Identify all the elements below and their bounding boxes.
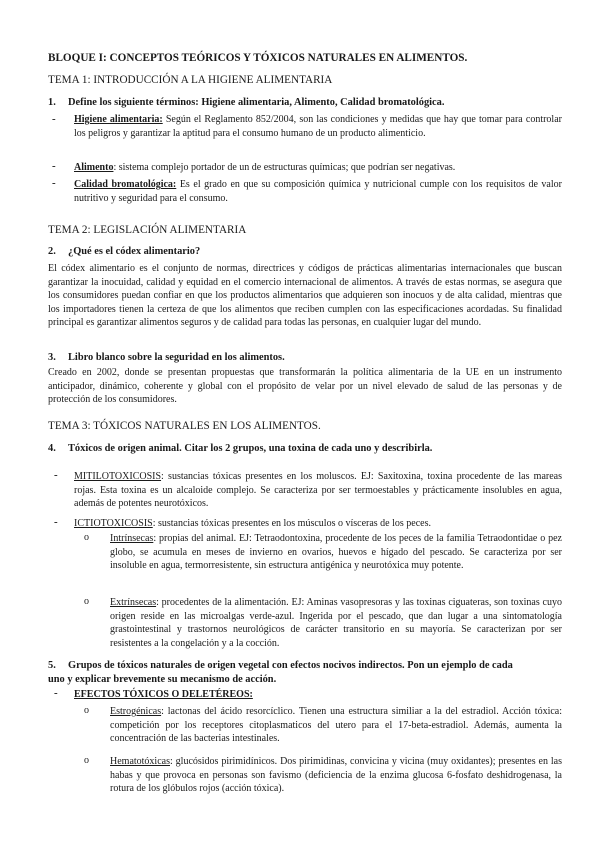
intrinsecas-text: : propias del animal. EJ: Tetraodontoxina, procedente de los peces de la familia Tetraodontidae o pez globo, se acumula en meses de invierno en ovarios, huevos e hígado del pescado. Se caracteriza por ser insoluble en agua, termorresistente, sin estructura antigénica y neurotóxica muy potente. <box>110 533 562 572</box>
term-intrinsecas: Intrínsecas <box>110 533 154 544</box>
term-higiene: Higiene alimentaria: <box>74 114 163 125</box>
ictiotoxicosis-item <box>74 517 562 531</box>
term-hematotoxicas: Hematotóxicas <box>110 756 170 767</box>
mitilotoxicosis-text: : sustancias tóxicas presentes en los moluscos. EJ: Saxitoxina, toxina procedente de las mareas rojas. Esta toxina es un alcaloide complejo. Se caracteriza por ser termoestables y prácticamente insolubles en agua, además de potentes neurotóxicos. <box>74 471 562 510</box>
question-1 <box>48 97 444 108</box>
bullet-dash: - <box>54 469 58 481</box>
estrogenicas-text: : lactonas del ácido resorcíclico. Tienen una estructura similiar a la del estradiol. Acción tóxica: competición por los receptores citoplasmaticos del utero para el 17-beta-estradiol. Además, aumenta la concentración de las bacterias intestinales. <box>110 706 562 745</box>
intrinsecas-item <box>110 532 562 573</box>
bullet-circle: o <box>84 596 89 607</box>
efectos-toxicos-heading: EFECTOS TÓXICOS O DELETÉREOS: <box>74 689 253 700</box>
bullet-dash: - <box>52 113 56 125</box>
estrogenicas-item <box>110 705 562 746</box>
question-5-text-line1: Grupos de tóxicos naturales de origen vegetal con efectos nocivos indirectos. Pon un ejemplo de cada <box>68 660 513 671</box>
bullet-dash: - <box>54 516 58 528</box>
bullet-dash: - <box>54 687 58 699</box>
definition-higiene-text: Según el Reglamento 852/2004, son las condiciones y medidas que hay que tomar para controlar los peligros y garantizar la aptitud para el consumo humano de un producto alimenticio. <box>74 114 562 139</box>
question-2-text: ¿Qué es el códex alimentario? <box>68 246 201 257</box>
libro-blanco-paragraph: Creado en 2002, donde se presentan propuestas que transformarán la política alimentaria de la UE en un instrumento anticipador, dinámico, coherente y global con el propósito de velar por un nivel elevado de salud de las personas y de protección de los consumidores. <box>48 367 562 406</box>
question-4-number: 4. <box>48 443 56 454</box>
question-5 <box>48 660 513 671</box>
question-4 <box>48 443 432 454</box>
question-5-cont: uno y explicar brevemente su mecanismo de acción. <box>48 674 277 685</box>
definition-calidad <box>74 178 562 205</box>
question-3-text: Libro blanco sobre la seguridad en los alimentos. <box>68 352 285 363</box>
extrinsecas-text: : procedentes de la alimentación. EJ: Aminas vasopresoras y las toxinas ciguateras, son toxinas cuyo origen reside en las microalgas verde-azul. Ingerida por el pescado, que dan lugar a una sintomatología grastointestinal y trastornos neurológicos de carácter transitorio en su mayoría. Se caracterizan por ser resistentes a la congelación y a la cocción. <box>110 597 562 649</box>
question-2-number: 2. <box>48 246 56 257</box>
question-2 <box>48 246 200 257</box>
question-3-number: 3. <box>48 352 56 363</box>
term-estrogenicas: Estrogénicas <box>110 706 162 717</box>
term-calidad: Calidad bromatológica: <box>74 179 177 190</box>
definition-alimento-text: : sistema complejo portador de un de estructuras químicas; que podrían ser negativas. <box>113 162 456 173</box>
term-extrinsecas: Extrínsecas <box>110 597 157 608</box>
term-alimento: Alimento <box>74 162 114 173</box>
question-3 <box>48 352 285 363</box>
codex-paragraph: El códex alimentario es el conjunto de normas, directrices y códigos de prácticas alimentarias internacionales que buscan garantizar la inocuidad, calidad y equidad en el comercio internacional de alimentos. A través de estas normas, se asegura que los consumidores puedan confiar en que los productos alimentarios que adquieren son inocuos y de alta calidad, mientras que los importadores tienen la certeza de que los alimentos que reciben cumplen con las especificaciones acordadas. Su finalidad principal es garantizar alimentos seguros y de calidad para todas las personas, en cualquier lugar del mundo. <box>48 263 562 329</box>
mitilotoxicosis-item <box>74 470 562 511</box>
bullet-dash: - <box>52 160 56 172</box>
definition-alimento <box>74 161 562 175</box>
question-4-text: Tóxicos de origen animal. Citar los 2 grupos, una toxina de cada uno y describirla. <box>68 443 433 454</box>
bullet-circle: o <box>84 705 89 716</box>
ictiotoxicosis-text: : sustancias tóxicas presentes en los músculos o vísceras de los peces. <box>152 518 431 529</box>
bullet-dash: - <box>52 177 56 189</box>
tema2-title: TEMA 2: LEGISLACIÓN ALIMENTARIA <box>48 224 247 236</box>
definition-calidad-text: Es el grado en que su composición química y nutricional cumple con los requisitos de valor nutritivo y seguridad para el consumo. <box>74 179 562 204</box>
question-1-number: 1. <box>48 97 56 108</box>
bullet-circle: o <box>84 755 89 766</box>
bullet-circle: o <box>84 532 89 543</box>
tema3-title: TEMA 3: TÓXICOS NATURALES EN LOS ALIMENTOS. <box>48 420 321 432</box>
term-ictiotoxicosis: ICTIOTOXICOSIS <box>74 518 153 529</box>
hematotoxicas-item <box>110 755 562 796</box>
hematotoxicas-text: : glucósidos pirimidínicos. Dos pirimidinas, convicina y vicina (muy oxidantes); presentes en las habas y que provoca en personas son favismo (deficiencia de la enzima glucosa 6-fosfato deshidrogenasa, la rotura de los glóbulos rojos (acción tóxica). <box>110 756 562 795</box>
definition-higiene <box>74 113 562 140</box>
extrinsecas-item <box>110 596 562 650</box>
block-title: BLOQUE I: CONCEPTOS TEÓRICOS Y TÓXICOS NATURALES EN ALIMENTOS. <box>48 52 468 64</box>
question-1-text: Define los siguiente términos: Higiene alimentaria, Alimento, Calidad bromatológica. <box>68 97 445 108</box>
tema1-title: TEMA 1: INTRODUCCIÓN A LA HIGIENE ALIMENTARIA <box>48 74 333 86</box>
question-5-number: 5. <box>48 660 56 671</box>
term-mitilotoxicosis: MITILOTOXICOSIS <box>74 471 162 482</box>
